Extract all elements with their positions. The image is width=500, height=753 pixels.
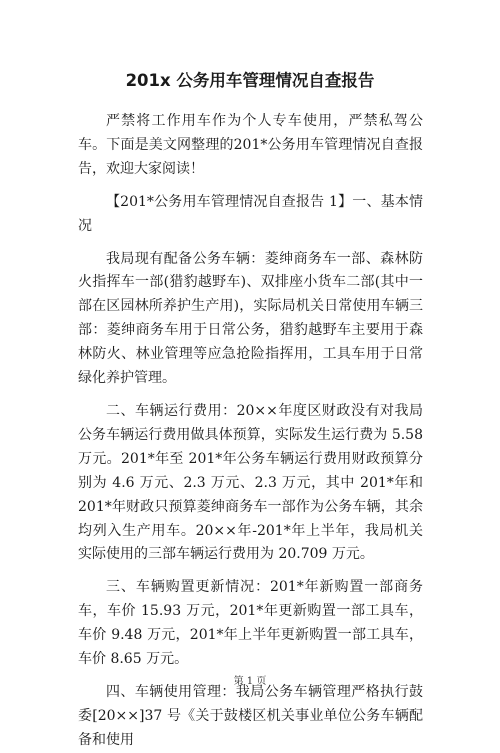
page-number: 第 1 页 — [233, 676, 267, 687]
paragraph-operating-costs: 二、车辆运行费用：20××年度区财政没有对我局公务车辆运行费用做具体预算，实际发生运行费为 5.58 万元。201*年至 201*年公务车辆运行费用财政预算分别为 4.6 万元、2.3 万元、2.3 万元，其中 201*年和 201*年财政只预算菱绅商务车一部作为公务车辆，其余均列入生产用车。20××年-201*年上半年，我局机关实际使用的三部车辆运行费用为 20.709 万元。 — [78, 402, 423, 563]
document-title: 201x 公务用车管理情况自查报告 — [125, 71, 375, 90]
paragraph-basic-info: 我局现有配备公务车辆：菱绅商务车一部、森林防火指挥车一部(猎豹越野车)、双排座小货车二部(其中一部在区园林所养护生产用)，实际局机关日常使用车辆三部：菱绅商务车用于日常公务，猎豹越野车主要用于森林防火、林业管理等应急抢险指挥用，工具车用于日常绿化养护管理。 — [78, 250, 423, 387]
document-body — [78, 110, 423, 753]
paragraph-section-heading: 【201*公务用车管理情况自查报告 1】一、基本情况 — [78, 193, 423, 234]
paragraph-vehicle-purchase: 三、车辆购置更新情况：201*年新购置一部商务车，车价 15.93 万元，201*年更新购置一部工具车，车价 9.48 万元，201*年上半年更新购置一部工具车，车价 8.65 万元。 — [78, 579, 423, 668]
paragraph-intro: 严禁将工作用车作为个人专车使用，严禁私驾公车。下面是美文网整理的201*公务用车管理情况自查报告，欢迎大家阅读！ — [78, 113, 423, 177]
paragraph-vehicle-usage: 四、车辆使用管理：我局公务车辆管理严格执行鼓委[20××]37 号《关于鼓楼区机关事业单位公务车辆配备和使用 — [78, 683, 423, 748]
